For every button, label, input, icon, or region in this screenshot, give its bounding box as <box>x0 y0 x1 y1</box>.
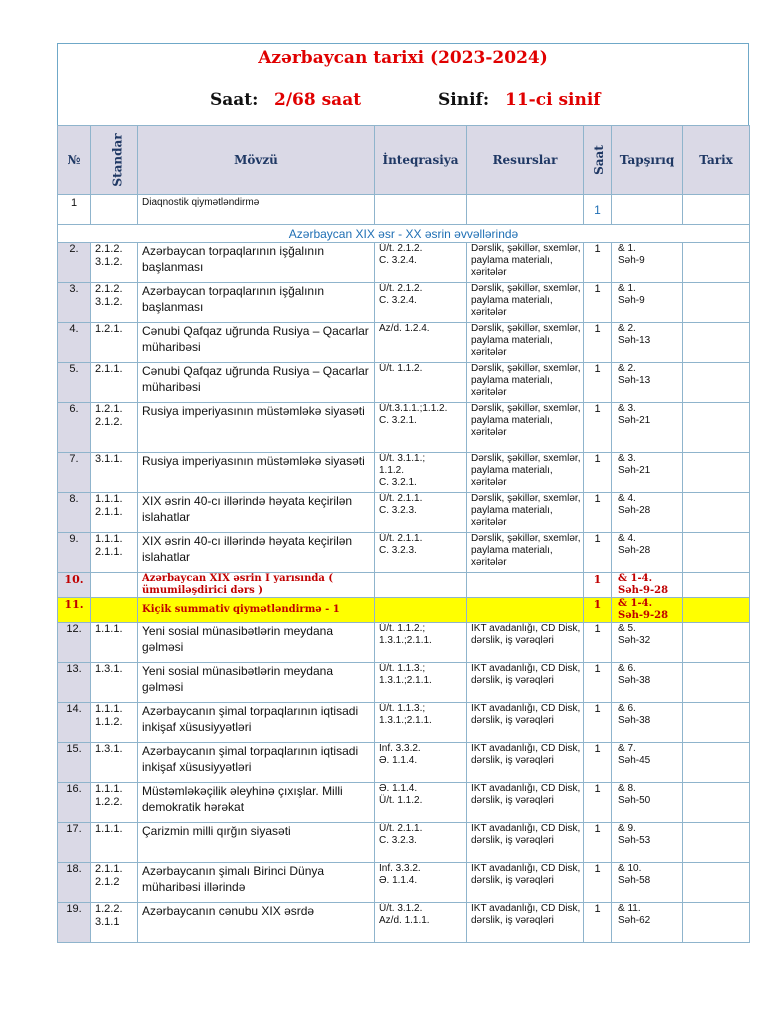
table-row <box>58 823 750 863</box>
table-row <box>58 363 750 403</box>
row-topic: Azərbaycanın cənubu XIX əsrdə <box>138 903 375 943</box>
row-hours: 1 <box>584 623 612 663</box>
row-resources: Dərslik, şəkillər, sxemlər, paylama materialı, xəritələr <box>467 453 584 493</box>
row-integration: Ü/t. 3.1.1.; 1.1.2. C. 3.2.1. <box>375 453 467 493</box>
row-hours: 1 <box>584 533 612 573</box>
row-number: 18. <box>58 863 91 903</box>
row-integration: Ü/t. 2.1.1. C. 3.2.3. <box>375 493 467 533</box>
row-topic: Müstəmləkəçilik əleyhinə çıxışlar. Milli demokratik hərəkat <box>138 783 375 823</box>
row-integration: Ü/t.3.1.1.;1.1.2. C. 3.2.1. <box>375 403 467 453</box>
document-title: Azərbaycan tarixi (2023-2024) <box>258 48 548 68</box>
row-hours: 1 <box>584 663 612 703</box>
row-number: 10. <box>58 573 91 598</box>
row-task: & 8. Səh-50 <box>612 783 683 823</box>
saat-value: 2/68 saat <box>274 90 362 110</box>
row-resources <box>467 573 584 598</box>
row-resources: Dərslik, şəkillər, sxemlər, paylama materialı, xəritələr <box>467 323 584 363</box>
row-standard: 1.1.1. 2.1.1. <box>91 533 138 573</box>
row-task: & 1. Səh-9 <box>612 283 683 323</box>
row-resources: İKT avadanlığı, CD Disk, dərslik, iş vərəqləri <box>467 743 584 783</box>
row-resources: İKT avadanlığı, CD Disk, dərslik, iş vərəqləri <box>467 823 584 863</box>
row-topic: Azərbaycan torpaqlarının işğalının başlanması <box>138 243 375 283</box>
sinif-value: 11-ci sinif <box>505 90 601 110</box>
row-task: & 3. Səh-21 <box>612 403 683 453</box>
row-date <box>683 533 750 573</box>
row-hours: 1 <box>584 903 612 943</box>
table-header-row <box>58 126 750 195</box>
row-integration: Ə. 1.1.4. Ü/t. 1.1.2. <box>375 783 467 823</box>
table-row <box>58 283 750 323</box>
row-integration: Ü/t. 1.1.3.; 1.3.1.;2.1.1. <box>375 703 467 743</box>
row-date <box>683 743 750 783</box>
row-topic: XIX əsrin 40-cı illərində həyata keçirilən islahatlar <box>138 493 375 533</box>
document-header <box>57 43 749 125</box>
row-number: 12. <box>58 623 91 663</box>
row-date <box>683 323 750 363</box>
row-hours: 1 <box>584 403 612 453</box>
lesson-table <box>57 125 750 943</box>
row-number: 11. <box>58 598 91 623</box>
row-date <box>683 598 750 623</box>
row-number: 2. <box>58 243 91 283</box>
row-hours: 1 <box>584 283 612 323</box>
row-hours: 1 <box>584 743 612 783</box>
row-resources: İKT avadanlığı, CD Disk, dərslik, iş vərəqləri <box>467 663 584 703</box>
row-date <box>683 783 750 823</box>
row-date <box>683 823 750 863</box>
row-standard: 1.2.2. 3.1.1 <box>91 903 138 943</box>
row-resources: İKT avadanlığı, CD Disk, dərslik, iş vərəqləri <box>467 863 584 903</box>
row-integration <box>375 573 467 598</box>
row-standard: 2.1.1. 2.1.2 <box>91 863 138 903</box>
row-task: & 6. Səh-38 <box>612 703 683 743</box>
row-task: & 10. Səh-58 <box>612 863 683 903</box>
row-resources: Dərslik, şəkillər, sxemlər, paylama materialı, xəritələr <box>467 403 584 453</box>
table-row <box>58 703 750 743</box>
table-row <box>58 243 750 283</box>
row-hours: 1 <box>584 243 612 283</box>
row-standard: 2.1.2. 3.1.2. <box>91 283 138 323</box>
row-topic: Azərbaycan torpaqlarının işğalının başlanması <box>138 283 375 323</box>
row-task: & 2. Səh-13 <box>612 323 683 363</box>
row-number: 19. <box>58 903 91 943</box>
row-date <box>683 573 750 598</box>
row-topic: Yeni sosial münasibətlərin meydana gəlməsi <box>138 663 375 703</box>
col-header-task: Tapşırıq <box>612 126 683 195</box>
row-task: & 2. Səh-13 <box>612 363 683 403</box>
row-integration: Ü/t. 1.1.3.; 1.3.1.;2.1.1. <box>375 663 467 703</box>
table-row <box>58 493 750 533</box>
table-row <box>58 623 750 663</box>
row-date <box>683 453 750 493</box>
row-integration: Ü/t. 2.1.1. C. 3.2.3. <box>375 823 467 863</box>
row-date <box>683 283 750 323</box>
col-header-integration: İnteqrasiya <box>375 126 467 195</box>
row-number: 8. <box>58 493 91 533</box>
row-resources: Dərslik, şəkillər, sxemlər, paylama materialı, xəritələr <box>467 243 584 283</box>
row-standard: 2.1.1. <box>91 363 138 403</box>
row-resources: İKT avadanlığı, CD Disk, dərslik, iş vərəqləri <box>467 623 584 663</box>
row-standard: 1.1.1. <box>91 623 138 663</box>
row-date <box>683 363 750 403</box>
row-task: & 4. Səh-28 <box>612 533 683 573</box>
row-date <box>683 623 750 663</box>
row-standard: 3.1.1. <box>91 453 138 493</box>
row-resources <box>467 598 584 623</box>
row-integration: Ü/t. 3.1.2. Az/d. 1.1.1. <box>375 903 467 943</box>
row-number: 3. <box>58 283 91 323</box>
row-topic: Çarizmin milli qırğın siyasəti <box>138 823 375 863</box>
row-topic: Kiçik summativ qiymətləndirmə - 1 <box>138 598 375 623</box>
row-date <box>683 493 750 533</box>
row-task: & 7. Səh-45 <box>612 743 683 783</box>
row-topic: Rusiya imperiyasının müstəmləkə siyasəti <box>138 403 375 453</box>
row-hours: 1 <box>584 323 612 363</box>
table-row <box>58 663 750 703</box>
table-row <box>58 533 750 573</box>
row-topic: Cənubi Qafqaz uğrunda Rusiya – Qacarlar müharibəsi <box>138 323 375 363</box>
row-number: 17. <box>58 823 91 863</box>
row-number: 13. <box>58 663 91 703</box>
row-topic: Cənubi Qafqaz uğrunda Rusiya – Qacarlar müharibəsi <box>138 363 375 403</box>
row-topic: Azərbaycanın şimal torpaqlarının iqtisadi inkişaf xüsusiyyətləri <box>138 703 375 743</box>
row-resources: İKT avadanlığı, CD Disk, dərslik, iş vərəqləri <box>467 703 584 743</box>
row-resources: Dərslik, şəkillər, sxemlər, paylama materialı, xəritələr <box>467 493 584 533</box>
row-hours: 1 <box>584 363 612 403</box>
row-standard <box>91 598 138 623</box>
row-topic: Rusiya imperiyasının müstəmləkə siyasəti <box>138 453 375 493</box>
row-resources: İKT avadanlığı, CD Disk, dərslik, iş vərəqləri <box>467 783 584 823</box>
row-standard: 1.1.1. 2.1.1. <box>91 493 138 533</box>
row-task: & 1-4. Səh-9-28 <box>612 598 683 623</box>
row-task: & 3. Səh-21 <box>612 453 683 493</box>
row-task: & 4. Səh-28 <box>612 493 683 533</box>
row-integration: Ü/t. 2.1.2. C. 3.2.4. <box>375 283 467 323</box>
row-date <box>683 863 750 903</box>
row-task: & 11. Səh-62 <box>612 903 683 943</box>
table-row <box>58 573 750 598</box>
row-standard <box>91 573 138 598</box>
row-date <box>683 403 750 453</box>
row-standard: 1.2.1. <box>91 323 138 363</box>
row-integration: Ü/t. 2.1.1. C. 3.2.3. <box>375 533 467 573</box>
table-row <box>58 783 750 823</box>
col-header-date: Tarix <box>683 126 750 195</box>
row-topic: Azərbaycanın şimal torpaqlarının iqtisadi inkişaf xüsusiyyətləri <box>138 743 375 783</box>
row-topic: XIX əsrin 40-cı illərində həyata keçirilən islahatlar <box>138 533 375 573</box>
row-hours: 1 <box>584 703 612 743</box>
row-number: 4. <box>58 323 91 363</box>
row-resources: İKT avadanlığı, CD Disk, dərslik, iş vərəqləri <box>467 903 584 943</box>
row-standard: 2.1.2. 3.1.2. <box>91 243 138 283</box>
row-hours: 1 <box>584 573 612 598</box>
lesson-plan-sheet <box>57 43 749 943</box>
row-integration: Az/d. 1.2.4. <box>375 323 467 363</box>
row-topic: Azərbaycan XIX əsrin I yarısında ( ümumiləşdirici dərs ) <box>138 573 375 598</box>
row-number: 5. <box>58 363 91 403</box>
row-standard: 1.1.1. <box>91 823 138 863</box>
table-row <box>58 323 750 363</box>
row-date <box>683 243 750 283</box>
row-number: 7. <box>58 453 91 493</box>
sinif-label: Sinif: <box>438 90 490 110</box>
row-task: & 1. Səh-9 <box>612 243 683 283</box>
row-hours: 1 <box>584 453 612 493</box>
col-header-hours: Saat <box>584 126 612 195</box>
row-hours: 1 <box>584 783 612 823</box>
row-date <box>683 903 750 943</box>
row-integration: Ü/t. 1.1.2.; 1.3.1.;2.1.1. <box>375 623 467 663</box>
row-hours: 1 <box>584 823 612 863</box>
row-number: 14. <box>58 703 91 743</box>
row-standard: 1.1.1. 1.2.2. <box>91 783 138 823</box>
table-row <box>58 403 750 453</box>
section-title: Azərbaycan XIX əsr - XX əsrin əvvəllərində <box>58 225 750 243</box>
table-row <box>58 903 750 943</box>
row-task: & 5. Səh-32 <box>612 623 683 663</box>
col-header-no: № <box>58 126 91 195</box>
row-standard: 1.1.1. 1.1.2. <box>91 703 138 743</box>
row-task: & 9. Səh-53 <box>612 823 683 863</box>
row-topic: Azərbaycanın şimalı Birinci Dünya müharibəsi illərində <box>138 863 375 903</box>
row-hours: 1 <box>584 863 612 903</box>
diagnostic-row: 1 Diaqnostik qiymətləndirmə 1 <box>58 195 750 225</box>
row-standard: 1.3.1. <box>91 663 138 703</box>
row-topic: Yeni sosial münasibətlərin meydana gəlməsi <box>138 623 375 663</box>
row-integration: İnf. 3.3.2. Ə. 1.1.4. <box>375 743 467 783</box>
saat-label: Saat: <box>210 90 259 110</box>
table-row <box>58 863 750 903</box>
row-task: & 6. Səh-38 <box>612 663 683 703</box>
row-date <box>683 703 750 743</box>
col-header-resources: Resurslar <box>467 126 584 195</box>
section-row <box>58 225 750 243</box>
row-resources: Dərslik, şəkillər, sxemlər, paylama materialı, xəritələr <box>467 283 584 323</box>
row-integration: Ü/t. 2.1.2. C. 3.2.4. <box>375 243 467 283</box>
row-hours: 1 <box>584 598 612 623</box>
row-task: & 1-4. Səh-9-28 <box>612 573 683 598</box>
row-resources: Dərslik, şəkillər, sxemlər, paylama materialı, xəritələr <box>467 533 584 573</box>
row-integration: İnf. 3.3.2. Ə. 1.1.4. <box>375 863 467 903</box>
table-row <box>58 743 750 783</box>
col-header-topic: Mövzü <box>138 126 375 195</box>
row-hours: 1 <box>584 493 612 533</box>
row-standard: 1.2.1. 2.1.2. <box>91 403 138 453</box>
row-number: 9. <box>58 533 91 573</box>
row-number: 16. <box>58 783 91 823</box>
row-number: 15. <box>58 743 91 783</box>
row-integration <box>375 598 467 623</box>
row-number: 6. <box>58 403 91 453</box>
col-header-standard: Standar <box>91 126 138 195</box>
table-row <box>58 453 750 493</box>
row-standard: 1.3.1. <box>91 743 138 783</box>
table-row <box>58 598 750 623</box>
row-date <box>683 663 750 703</box>
row-resources: Dərslik, şəkillər, sxemlər, paylama materialı, xəritələr <box>467 363 584 403</box>
row-integration: Ü/t. 1.1.2. <box>375 363 467 403</box>
